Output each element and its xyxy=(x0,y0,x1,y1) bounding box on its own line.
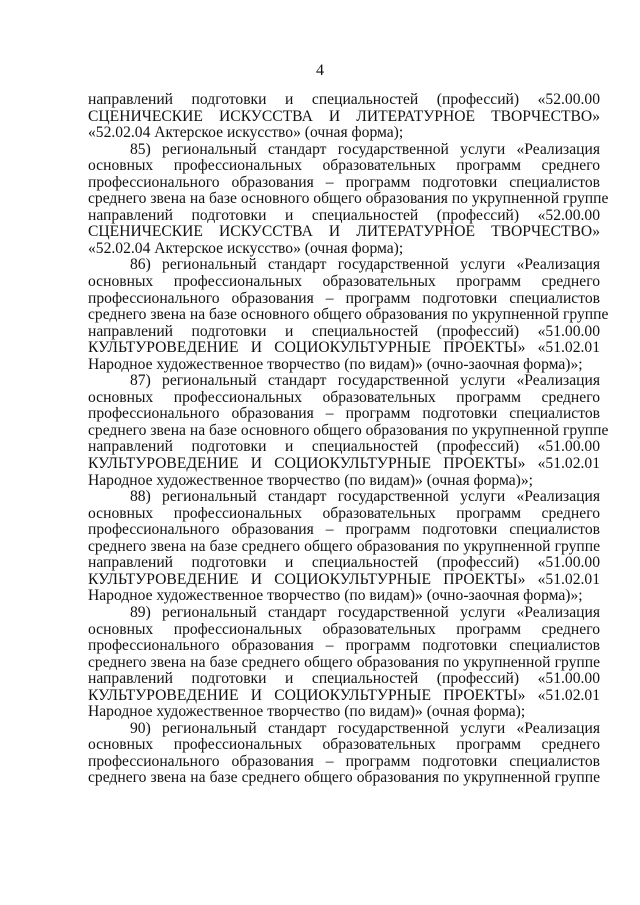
list-item-90 xyxy=(88,721,600,787)
list-item-86 xyxy=(88,256,609,373)
list-item-85 xyxy=(88,140,609,258)
text-line: среднего звена на базе основного общего образования по укрупненной группе xyxy=(88,190,609,208)
text-line: профессионального образования – программ подготовки специалистов xyxy=(88,289,600,307)
text-line: среднего звена на базе основного общего образования по укрупненной группе xyxy=(88,421,609,439)
text-line: основных профессиональных образовательных программ среднего xyxy=(88,273,600,291)
text-line: КУЛЬТУРОВЕДЕНИЕ И СОЦИОКУЛЬТУРНЫЕ ПРОЕКТЫ» «51.02.01 xyxy=(88,339,600,357)
text-line: основных профессиональных образовательных программ среднего xyxy=(88,620,600,638)
text-line: Народное художественное творчество (по видам)» (очная форма)»; xyxy=(88,471,533,489)
text-line: основных профессиональных образовательных программ среднего xyxy=(88,736,600,754)
text-line: направлений подготовки и специальностей (профессий) «51.00.00 xyxy=(88,322,600,340)
text-line: Народное художественное творчество (по видам)» (очно-заочная форма)»; xyxy=(88,587,583,605)
text-line: КУЛЬТУРОВЕДЕНИЕ И СОЦИОКУЛЬТУРНЫЕ ПРОЕКТЫ» «51.02.01 xyxy=(88,686,600,704)
text-line: «52.02.04 Актерское искусство» (очная форма); xyxy=(88,239,404,257)
text-line: Народное художественное творчество (по видам)» (очно-заочная форма)»; xyxy=(88,355,583,373)
page-number: 4 xyxy=(316,62,324,79)
text-line: среднего звена на базе среднего общего образования по укрупненной группе xyxy=(88,537,600,555)
text-line: основных профессиональных образовательных программ среднего xyxy=(88,157,600,175)
text-line: 90) региональный стандарт государственной услуги «Реализация xyxy=(130,719,600,737)
text-line: направлений подготовки и специальностей (профессий) «51.00.00 xyxy=(88,670,600,688)
text-line: КУЛЬТУРОВЕДЕНИЕ И СОЦИОКУЛЬТУРНЫЕ ПРОЕКТЫ» «51.02.01 xyxy=(88,570,600,588)
text-line: профессионального образования – программ подготовки специалистов xyxy=(88,521,600,539)
text-line: профессионального образования – программ подготовки специалистов xyxy=(88,752,600,770)
list-item-87 xyxy=(88,372,609,489)
text-line: КУЛЬТУРОВЕДЕНИЕ И СОЦИОКУЛЬТУРНЫЕ ПРОЕКТЫ» «51.02.01 xyxy=(88,455,600,473)
text-line: СЦЕНИЧЕСКИЕ ИСКУССТВА И ЛИТЕРАТУРНОЕ ТВОРЧЕСТВО» xyxy=(88,107,600,125)
paragraph-continuation xyxy=(88,92,600,142)
text-line: 87) региональный стандарт государственной услуги «Реализация xyxy=(130,372,600,390)
text-line: основных профессиональных образовательных программ среднего xyxy=(88,388,600,406)
text-line: направлений подготовки и специальностей (профессий) «52.00.00 xyxy=(88,206,600,224)
text-line: направлений подготовки и специальностей (профессий) «51.00.00 xyxy=(88,554,600,572)
list-item-89 xyxy=(88,605,600,721)
document-body xyxy=(88,91,609,787)
text-line: среднего звена на базе среднего общего образования по укрупненной группе xyxy=(88,653,600,671)
text-line: основных профессиональных образовательных программ среднего xyxy=(88,504,600,522)
text-line: 88) региональный стандарт государственной услуги «Реализация xyxy=(130,488,600,506)
text-line: СЦЕНИЧЕСКИЕ ИСКУССТВА И ЛИТЕРАТУРНОЕ ТВОРЧЕСТВО» xyxy=(88,223,600,241)
text-line: направлений подготовки и специальностей (профессий) «52.00.00 xyxy=(88,91,600,108)
text-line: 85) региональный стандарт государственной услуги «Реализация xyxy=(130,140,600,158)
text-line: среднего звена на базе среднего общего образования по укрупненной группе xyxy=(88,769,600,787)
text-line: профессионального образования – программ подготовки специалистов xyxy=(88,405,600,423)
text-line: профессионального образования – программ подготовки специалистов xyxy=(88,173,600,191)
list-item-88 xyxy=(88,489,600,605)
text-line: Народное художественное творчество (по видам)» (очная форма); xyxy=(88,703,526,721)
text-line: направлений подготовки и специальностей (профессий) «51.00.00 xyxy=(88,438,600,456)
text-line: 89) региональный стандарт государственной услуги «Реализация xyxy=(130,603,600,621)
text-line: «52.02.04 Актерское искусство» (очная форма); xyxy=(88,124,404,142)
text-line: 86) региональный стандарт государственной услуги «Реализация xyxy=(130,256,600,274)
text-line: профессионального образования – программ подготовки специалистов xyxy=(88,637,600,655)
text-line: среднего звена на базе основного общего образования по укрупненной группе xyxy=(88,306,609,324)
